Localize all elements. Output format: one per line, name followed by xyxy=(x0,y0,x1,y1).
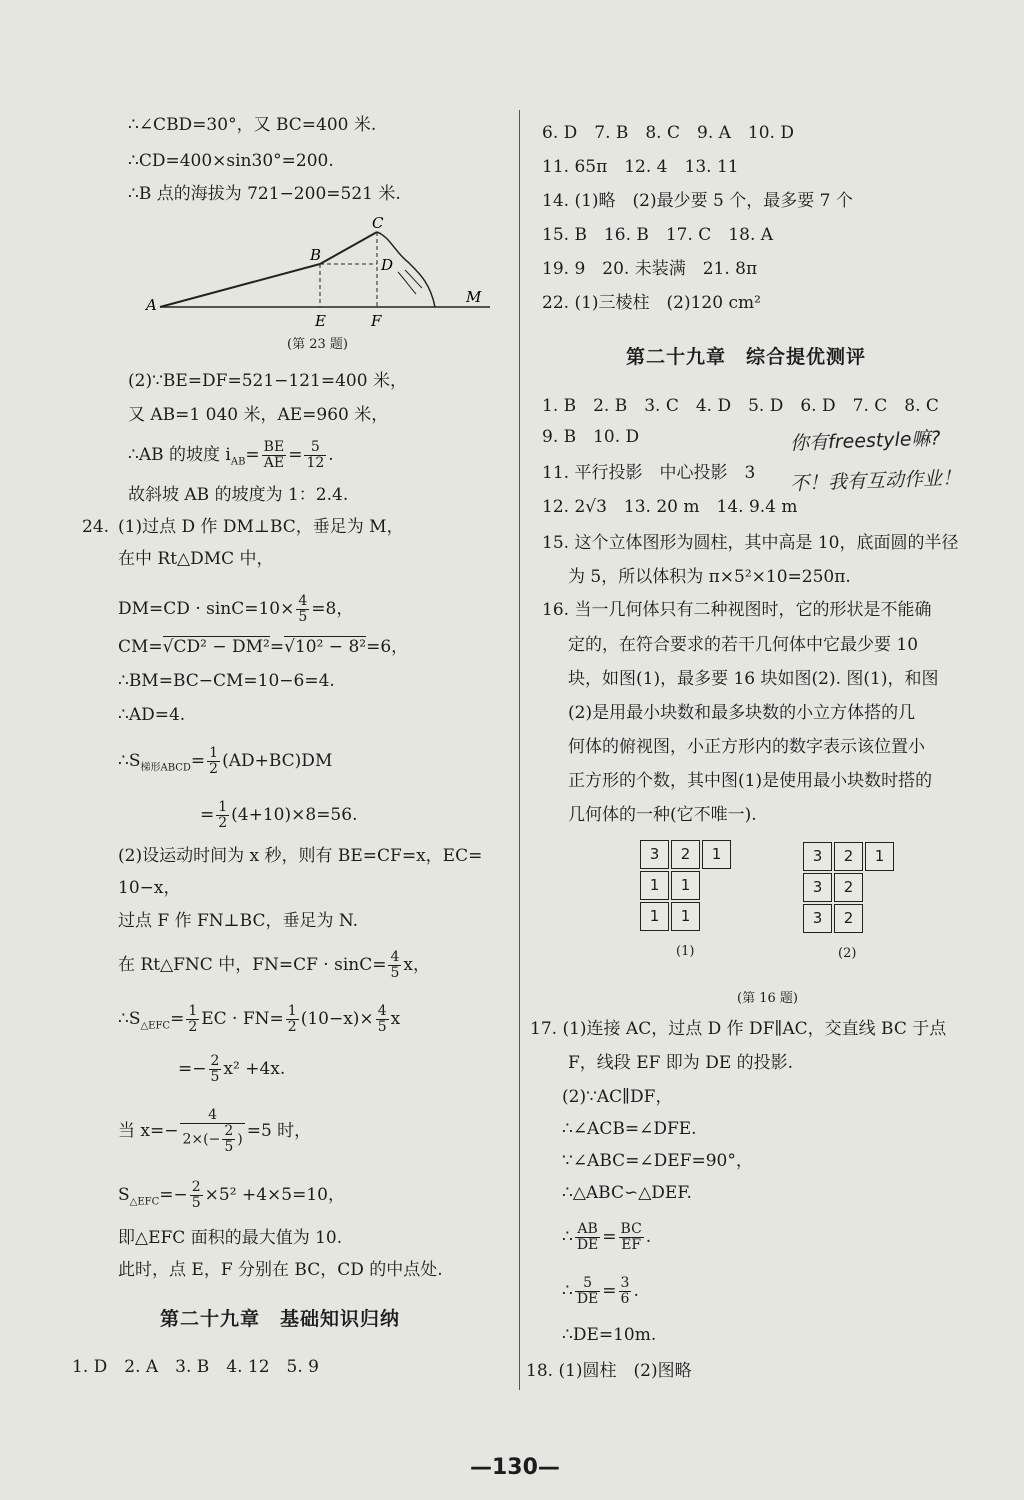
text: . xyxy=(633,1281,639,1301)
text: =5 时， xyxy=(246,1121,312,1141)
text: 当 x=− xyxy=(118,1121,179,1141)
text: ∴S xyxy=(118,751,141,771)
figure-label: F xyxy=(371,312,382,330)
text-line: 12. 2√3 13. 20 m 14. 9.4 m xyxy=(542,497,798,517)
text: S xyxy=(118,1185,130,1205)
grid-cell: 1 xyxy=(640,902,669,931)
grid-cell: 3 xyxy=(640,840,669,869)
text: ∴ xyxy=(562,1227,573,1247)
text: ∴S xyxy=(118,1009,141,1029)
text: =8， xyxy=(311,599,354,619)
grid-cell: 1 xyxy=(640,871,669,900)
text-line xyxy=(562,1276,639,1307)
text-line xyxy=(118,1108,311,1155)
text: = xyxy=(200,805,215,825)
fraction: $\frac{3}{6}$ xyxy=(620,1275,630,1307)
text-line: 11. 65π 12. 4 13. 11 xyxy=(542,157,739,177)
text: DM=CD · sinC=10× xyxy=(118,599,295,619)
text-line: 16. 当一几何体只有二种视图时，它的形状是不能确 xyxy=(542,600,932,620)
figure-label: C xyxy=(372,214,384,232)
figure-label: D xyxy=(381,256,394,274)
text-line: (2)∵AC∥DF， xyxy=(562,1087,673,1107)
sqrt: √10² − 8² xyxy=(284,637,367,657)
text-line xyxy=(128,440,334,473)
text: =− xyxy=(178,1059,207,1079)
text: . xyxy=(645,1227,652,1247)
text-line: 19. 9 20. 未装满 21. 8π xyxy=(542,259,758,279)
text: x， xyxy=(403,955,430,975)
text-line: F，线段 EF 即为 DE 的投影. xyxy=(568,1053,794,1073)
text-line: (2)是用最小块数和最多块数的小立方体搭的几 xyxy=(568,703,916,723)
text-line: 几何体的一种(它不唯一). xyxy=(568,805,757,825)
text: = xyxy=(269,637,285,657)
text-line: 为 5，所以体积为 π×5²×10=250π. xyxy=(568,567,851,587)
fraction: $\frac{5}{12}$ xyxy=(306,439,325,471)
text: ∴ xyxy=(562,1281,573,1301)
grid-label: (2) xyxy=(838,946,857,961)
text-line xyxy=(200,800,357,831)
fraction: $\frac{BE}{AE}$ xyxy=(263,439,285,471)
text: EC · FN= xyxy=(201,1009,284,1029)
grid-cell: 3 xyxy=(803,873,832,902)
text-line: ∵∠ABC=∠DEF=90°， xyxy=(562,1151,753,1171)
grid-cell: 2 xyxy=(834,873,863,902)
text-line: 即△EFC 面积的最大值为 10. xyxy=(118,1228,343,1248)
text-line: 17. (1)连接 AC，过点 D 作 DF∥AC，交直线 BC 于点 xyxy=(530,1019,947,1039)
handwritten-note: 你有freestyle嘛? xyxy=(789,427,941,455)
fraction: $\frac{1}{2}$ xyxy=(218,799,228,831)
text: (AD+BC)DM xyxy=(222,751,333,771)
text-line: 正方形的个数，其中图(1)是使用最小块数时搭的 xyxy=(568,771,933,791)
figure-label: E xyxy=(315,312,326,330)
text-line xyxy=(178,1054,285,1085)
text-line: ∴CD=400×sin30°=200. xyxy=(128,151,334,171)
text-line: 在中 Rt△DMC 中， xyxy=(118,549,274,569)
text-line: ∴∠CBD=30°，又 BC=400 米. xyxy=(128,115,377,135)
text-line xyxy=(118,950,430,981)
grid-cell: 3 xyxy=(803,842,832,871)
fraction: $\frac{1}{2}$ xyxy=(209,745,219,777)
text: = xyxy=(170,1009,185,1029)
text-line: ∴BM=BC−CM=10−6=4. xyxy=(118,671,335,691)
grid-label: (1) xyxy=(676,944,695,959)
figure-label: A xyxy=(146,296,157,314)
figure-label: M xyxy=(466,288,482,306)
text-line: 14. (1)略 (2)最少要 5 个，最多要 7 个 xyxy=(542,191,853,211)
text-line: ∴DE=10m. xyxy=(562,1325,657,1345)
text: =6， xyxy=(366,637,409,657)
text-line xyxy=(562,1222,651,1253)
text-line: 又 AB=1 040 米，AE=960 米， xyxy=(128,405,389,425)
text-line: (2)∵BE=DF=521−121=400 米， xyxy=(128,371,407,391)
column-divider xyxy=(519,110,520,1390)
text-line: 此时，点 E，F 分别在 BC，CD 的中点处. xyxy=(118,1260,443,1280)
text-line: 1. B 2. B 3. C 4. D 5. D 6. D 7. C 8. C xyxy=(542,396,939,416)
fraction: $\frac{5}{DE}$ xyxy=(576,1275,599,1307)
text: 在 Rt△FNC 中，FN=CF · sinC= xyxy=(118,955,387,975)
text-line: 何体的俯视图，小正方形内的数字表示该位置小 xyxy=(568,737,925,757)
text-line xyxy=(118,1004,400,1037)
subscript: AB xyxy=(230,456,246,468)
text-line: 过点 F 作 FN⊥BC，垂足为 N. xyxy=(118,911,359,931)
text: x² +4x. xyxy=(223,1059,286,1079)
figure-label: B xyxy=(310,246,322,264)
text-line: (1)过点 D 作 DM⊥BC，垂足为 M， xyxy=(118,517,404,537)
text-line: 6. D 7. B 8. C 9. A 10. D xyxy=(542,123,794,143)
fraction: 4 2×(− $\frac{2}{5}$ ) xyxy=(182,1107,243,1155)
text: =− xyxy=(159,1185,188,1205)
text: (10−x)× xyxy=(300,1009,374,1029)
text-line: 18. (1)圆柱 (2)图略 xyxy=(526,1361,692,1381)
fraction: $\frac{4}{5}$ xyxy=(390,949,400,981)
grid-cell: 2 xyxy=(834,842,863,871)
text: ×5² +4×5=10， xyxy=(204,1185,345,1205)
fraction: $\frac{4}{5}$ xyxy=(298,593,308,625)
text-line: 定的，在符合要求的若干几何体中它最少要 10 xyxy=(568,635,919,655)
text-line: 11. 平行投影 中心投影 3 xyxy=(542,463,756,483)
text: x xyxy=(390,1009,401,1029)
text-line xyxy=(118,1180,345,1213)
section-heading: 第二十九章 基础知识归纳 xyxy=(160,1308,401,1330)
text-line xyxy=(118,636,408,658)
subscript: 梯形ABCD xyxy=(140,762,191,774)
grid-cell: 2 xyxy=(834,904,863,933)
sqrt: √CD² − DM² xyxy=(162,637,270,657)
fraction: $\frac{4}{5}$ xyxy=(377,1003,387,1035)
text: (4+10)×8=56. xyxy=(231,805,358,825)
text-line: 块，如图(1)，最多要 16 块如图(2). 图(1)，和图 xyxy=(568,669,939,689)
subscript: △EFC xyxy=(129,1196,160,1208)
fraction: $\frac{2}{5}$ xyxy=(210,1053,220,1085)
text-line: ∴△ABC∽△DEF. xyxy=(562,1183,692,1203)
text: = xyxy=(288,445,303,465)
grid-cell: 1 xyxy=(702,840,731,869)
text-line: ∴B 点的海拔为 721−200=521 米. xyxy=(128,184,401,204)
grid-cell: 1 xyxy=(865,842,894,871)
text-line: 故斜坡 AB 的坡度为 1：2.4. xyxy=(128,485,349,505)
fraction: $\frac{1}{2}$ xyxy=(188,1003,198,1035)
text-line: (2)设运动时间为 x 秒，则有 BE=CF=x，EC= xyxy=(118,846,483,866)
section-heading: 第二十九章 综合提优测评 xyxy=(626,346,867,368)
fraction: $\frac{BC}{EF}$ xyxy=(620,1221,642,1253)
text: = xyxy=(602,1227,617,1247)
figure-caption: (第 23 题) xyxy=(287,337,348,352)
text-line: 15. B 16. B 17. C 18. A xyxy=(542,225,774,245)
text: CM= xyxy=(118,637,163,657)
question-number: 24. xyxy=(82,517,110,537)
grid-cell: 2 xyxy=(671,840,700,869)
text-line xyxy=(118,594,353,625)
text-line xyxy=(118,746,332,779)
text: . xyxy=(328,445,334,465)
text-line: 10−x， xyxy=(118,878,181,898)
grid-cell: 1 xyxy=(671,902,700,931)
text: = xyxy=(602,1281,617,1301)
text-line: 22. (1)三棱柱 (2)120 cm² xyxy=(542,293,761,313)
page-number: —130— xyxy=(470,1455,560,1480)
fraction: $\frac{2}{5}$ xyxy=(191,1179,201,1211)
slope-figure xyxy=(140,212,500,332)
handwritten-note: 不！我有互动作业！ xyxy=(789,467,962,495)
text-line: 1. D 2. A 3. B 4. 12 5. 9 xyxy=(72,1357,319,1377)
grid-cell: 1 xyxy=(671,871,700,900)
text: = xyxy=(245,445,260,465)
grid-cell: 3 xyxy=(803,904,832,933)
text: ∴AB 的坡度 i xyxy=(128,445,231,465)
figure-caption: (第 16 题) xyxy=(737,991,798,1006)
text-line: 15. 这个立体图形为圆柱，其中高是 10，底面圆的半径 xyxy=(542,533,959,553)
text-line: ∴AD=4. xyxy=(118,705,186,725)
text-line: 9. B 10. D xyxy=(542,427,640,447)
fraction: $\frac{1}{2}$ xyxy=(287,1003,297,1035)
text: = xyxy=(190,751,206,771)
fraction: $\frac{AB}{DE}$ xyxy=(576,1221,599,1253)
text-line: ∴∠ACB=∠DFE. xyxy=(562,1119,697,1139)
subscript: △EFC xyxy=(140,1020,171,1032)
